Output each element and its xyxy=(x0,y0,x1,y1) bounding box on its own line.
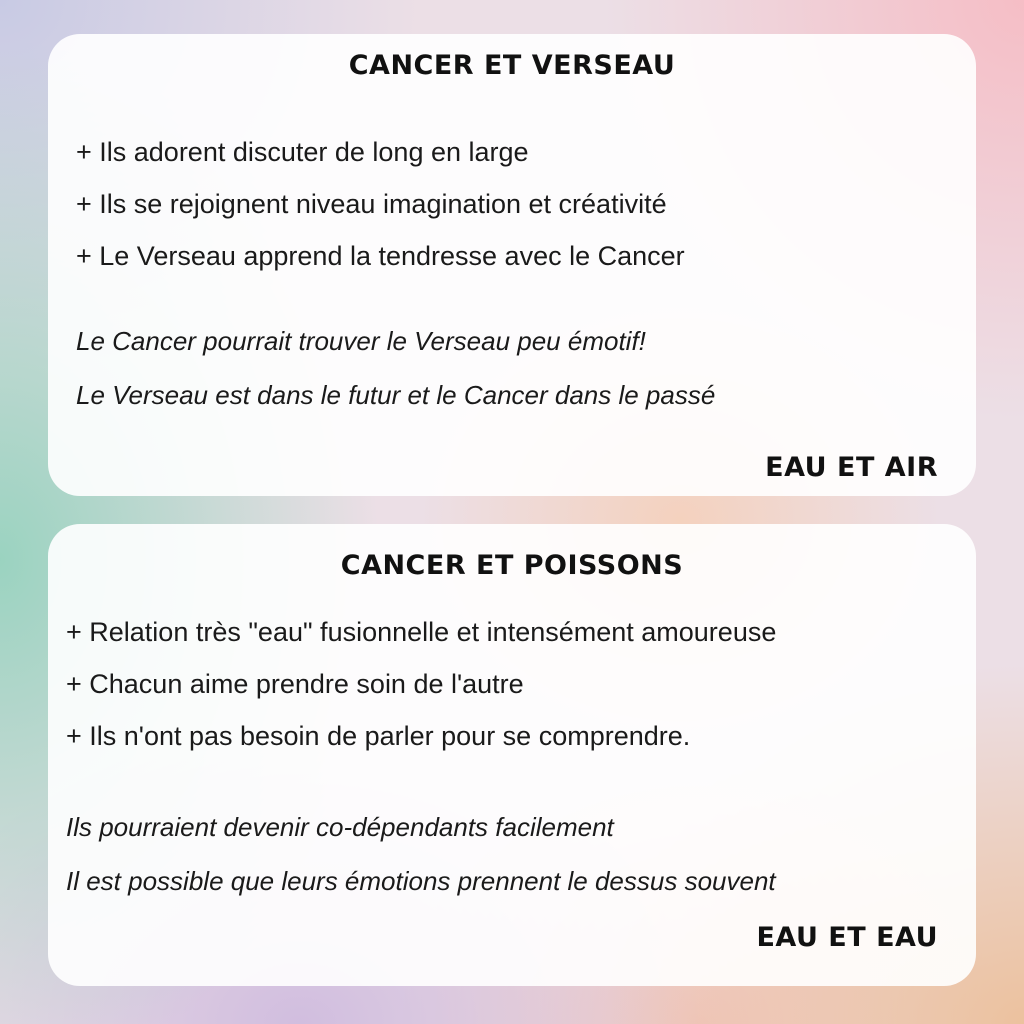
elements-label: EAU ET AIR xyxy=(765,452,938,483)
elements-label: EAU ET EAU xyxy=(756,922,938,953)
con-item: Ils pourraient devenir co-dépendants facilement xyxy=(66,812,614,842)
con-item: Le Verseau est dans le futur et le Cancer dans le passé xyxy=(76,380,716,410)
pro-item: + Ils n'ont pas besoin de parler pour se comprendre. xyxy=(66,721,691,751)
pros-list xyxy=(66,606,776,762)
pro-item: + Le Verseau apprend la tendresse avec le Cancer xyxy=(76,241,685,271)
pro-item: + Ils se rejoignent niveau imagination et créativité xyxy=(76,189,667,219)
pro-item: + Ils adorent discuter de long en large xyxy=(76,137,529,167)
card-title: CANCER ET POISSONS xyxy=(340,550,684,581)
pro-item: + Relation très "eau" fusionnelle et intensément amoureuse xyxy=(66,617,777,647)
con-item: Le Cancer pourrait trouver le Verseau peu émotif! xyxy=(76,326,646,356)
cons-list xyxy=(76,314,715,422)
con-item: Il est possible que leurs émotions prennent le dessus souvent xyxy=(66,866,776,896)
compatibility-card-cancer-poissons xyxy=(48,524,976,986)
compatibility-card-cancer-verseau xyxy=(48,34,976,496)
pro-item: + Chacun aime prendre soin de l'autre xyxy=(66,669,524,699)
card-title: CANCER ET VERSEAU xyxy=(348,50,676,81)
pros-list xyxy=(76,126,685,282)
cons-list xyxy=(66,800,776,908)
